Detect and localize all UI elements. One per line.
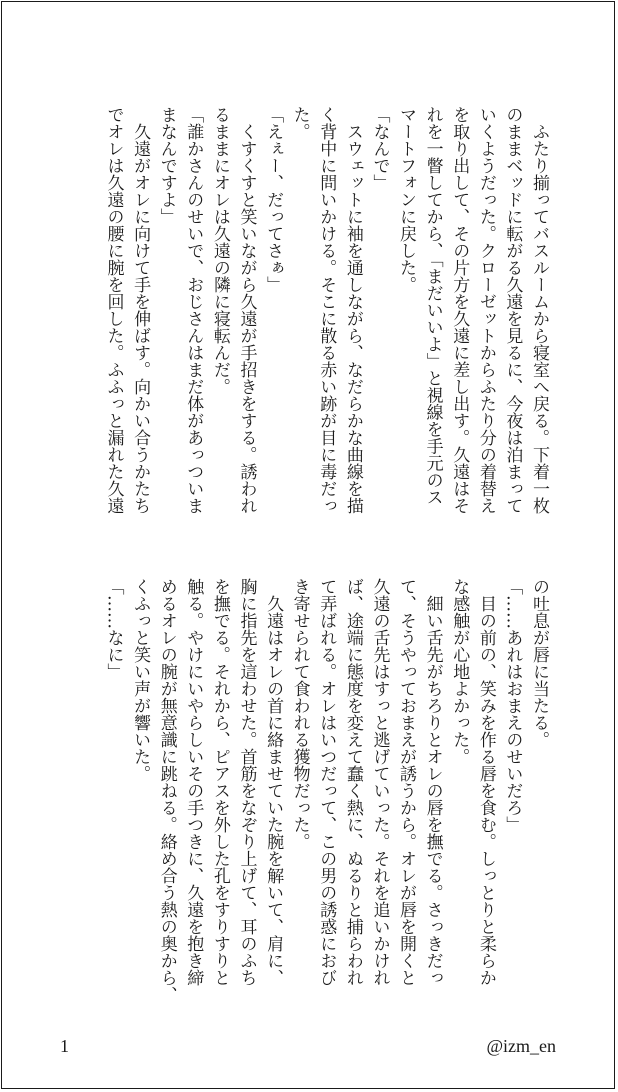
text-line: な感触が心地よかった。 (449, 578, 470, 765)
text-line: マートフォンに戻した。 (396, 106, 417, 293)
text-line: を取り出して、その片方を久遠に差し出す。久遠はそ (449, 106, 470, 514)
text-line: を撫でる。それから、ピアスを外した孔をすりすりと (209, 578, 230, 986)
text-line: くすくすと笑いながら久遠が手招きをする。誘われ (236, 106, 257, 514)
text-line: スウェットに袖を通しながら、なだらかな曲線を描 (342, 106, 363, 514)
text-line: めるオレの腕が無意識に跳ねる。絡め合う熱の奥から、 (156, 578, 177, 1003)
text-line: て、そうやっておまえが誘うから。オレが唇を開くと (396, 578, 417, 986)
text-line: 触る。やけにいやらしいその手つきに、久遠を抱き締 (183, 578, 204, 986)
text-line: 久遠の舌先はすっと逃げていった。それを追いかけれ (369, 578, 390, 986)
text-line: まなんですよ」 (156, 106, 177, 225)
text-line: た。 (289, 106, 310, 140)
text-line: て弄ばれる。オレはいつだって、この男の誘惑におび (316, 578, 337, 986)
text-line: くふっと笑い声が響いた。 (130, 578, 151, 782)
page-number: 1 (60, 1036, 69, 1056)
text-line: の吐息が唇に当たる。 (529, 578, 549, 748)
text-line: 「誰かさんのせいで、おじさんはまだ体があっついま (183, 106, 204, 514)
text-line: いくようだった。クローゼットからふたり分の着替え (475, 106, 496, 514)
text-line: 久遠がオレに向けて手を伸ばす。向かい合うかたち (130, 106, 151, 514)
text-line: でオレは久遠の腰に腕を回した。ふふっと漏れた久遠 (103, 106, 124, 514)
text-line: く背中に問いかける。そこに散る赤い跡が目に毒だっ (316, 106, 337, 514)
text-line: 胸に指先を這わせた。首筋をなぞり上げて、耳のふち (236, 578, 257, 986)
text-line: 「えぇー、だってさぁ」 (263, 106, 284, 293)
text-line: るままにオレは久遠の隣に寝転んだ。 (209, 106, 230, 395)
text-line: 細い舌先がちろりとオレの唇を撫でる。さっきだっ (422, 578, 443, 986)
text-line: き寄せられて食われる獲物だった。 (289, 578, 310, 850)
text-line: 久遠はオレの首に絡ませていた腕を解いて、肩に、 (263, 578, 284, 986)
text-block-bottom (100, 578, 552, 1018)
author-handle: @izm_en (486, 1036, 556, 1056)
text-line: ふたり揃ってバスルームから寝室へ戻る。下着一枚 (529, 106, 549, 514)
text-line: 「なんで」 (369, 106, 390, 191)
text-line: 目の前の、笑みを作る唇を食む。しっとりと柔らか (475, 578, 496, 986)
text-line: ば、途端に態度を変えて蠢く熱に、ぬるりと捕らわれ (342, 578, 363, 986)
text-line: れを一瞥してから、「まだいいよ」と視線を手元のス (422, 106, 443, 506)
text-line: 「……あれはおまえのせいだろ」 (502, 578, 523, 833)
text-line: 「……なに」 (103, 578, 124, 680)
text-block-top (100, 106, 552, 546)
text-line: のままベッドに転がる久遠を見るに、今夜は泊まって (502, 106, 523, 514)
manuscript-page (1, 1, 615, 1089)
